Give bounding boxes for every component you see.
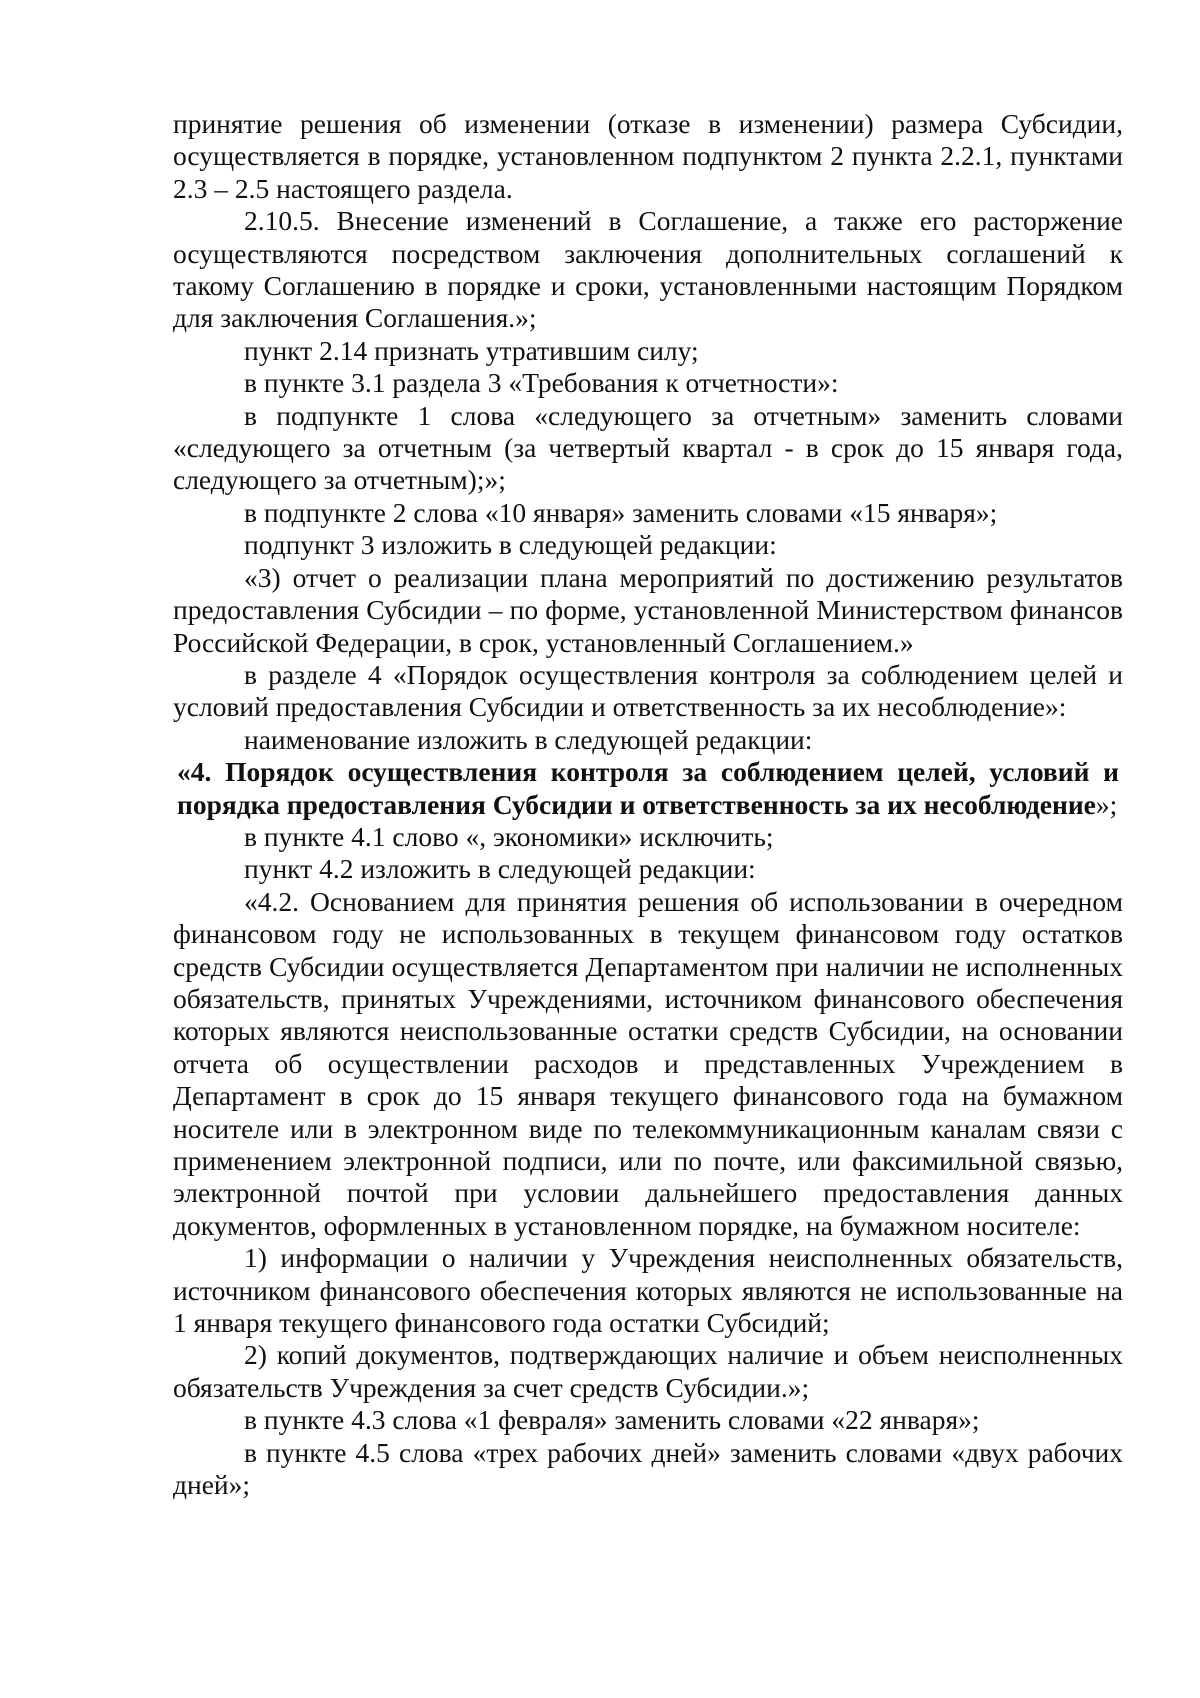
paragraph: 2.10.5. Внесение изменений в Соглашение, а также его расторжение осуществляются посредством заключения дополнительных соглашений к такому Соглашению в порядке и сроки, установленными настоящим Порядком для заключения Соглашения.»;	[173, 205, 1123, 334]
paragraph: в пункте 4.5 слова «трех рабочих дней» заменить словами «двух рабочих дней»;	[173, 1436, 1123, 1501]
section-heading	[173, 756, 1123, 821]
paragraph: 2) копий документов, подтверждающих наличие и объем неисполненных обязательств Учреждения за счет средств Субсидии.»;	[173, 1339, 1123, 1403]
paragraph: 1) информации о наличии у Учреждения неисполненных обязательств, источником финансового обеспечения которых являются не использованные на 1 января текущего финансового года остатки Субсидий;	[173, 1242, 1123, 1339]
section-heading-text: «4. Порядок осуществления контроля за соблюдением целей, условий и порядка предоставления Субсидии и ответственность за их несоблюдение	[177, 756, 1119, 820]
paragraph: «3) отчет о реализации плана мероприятий по достижению результатов предоставления Субсидии – по форме, установленной Министерством финансов Российской Федерации, в срок, установленный Соглашением.»	[173, 561, 1123, 658]
paragraph: в подпункте 2 слова «10 января» заменить словами «15 января»;	[244, 496, 998, 528]
paragraph: в пункте 4.1 слово «, экономики» исключить;	[244, 820, 774, 852]
paragraph: в пункте 4.3 слова «1 февраля» заменить словами «22 января»;	[244, 1404, 980, 1436]
paragraph: «4.2. Основанием для принятия решения об использовании в очередном финансовом году не использованных в текущем финансовом году остатков средств Субсидии осуществляется Департаментом при наличии не исполненных обязательств, принятых Учреждениями, источником финансового обеспечения которых являются неиспользованные остатки средств Субсидии, на основании отчета об осуществлении расходов и представленных Учреждением в Департамент в срок до 15 января текущего финансового года на бумажном носителе или в электронном виде по телекоммуникационным каналам связи с применением электронной подписи, или по почте, или факсимильной связью, электронной почтой при условии дальнейшего предоставления данных документов, оформленных в установленном порядке, на бумажном носителе:	[173, 885, 1123, 1241]
document-page	[173, 108, 1123, 1501]
section-heading-tail: »;	[1095, 788, 1118, 820]
paragraph: в разделе 4 «Порядок осуществления контроля за соблюдением целей и условий предоставления Субсидии и ответственность за их несоблюдение»:	[173, 658, 1123, 723]
paragraph: наименование изложить в следующей редакции:	[244, 723, 813, 755]
paragraph: в подпункте 1 слова «следующего за отчетным» заменить словами «следующего за отчетным (за четвертый квартал - в срок до 15 января года, следующего за отчетным);»;	[173, 399, 1123, 496]
paragraph: принятие решения об изменении (отказе в изменении) размера Субсидии, осуществляется в порядке, установленном подпунктом 2 пункта 2.2.1, пунктами 2.3 – 2.5 настоящего раздела.	[173, 108, 1123, 204]
paragraph: пункт 4.2 изложить в следующей редакции:	[244, 853, 756, 885]
paragraph: подпункт 3 изложить в следующей редакции:	[244, 529, 777, 561]
paragraph: пункт 2.14 признать утратившим силу;	[244, 334, 699, 366]
paragraph: в пункте 3.1 раздела 3 «Требования к отчетности»:	[244, 367, 839, 399]
